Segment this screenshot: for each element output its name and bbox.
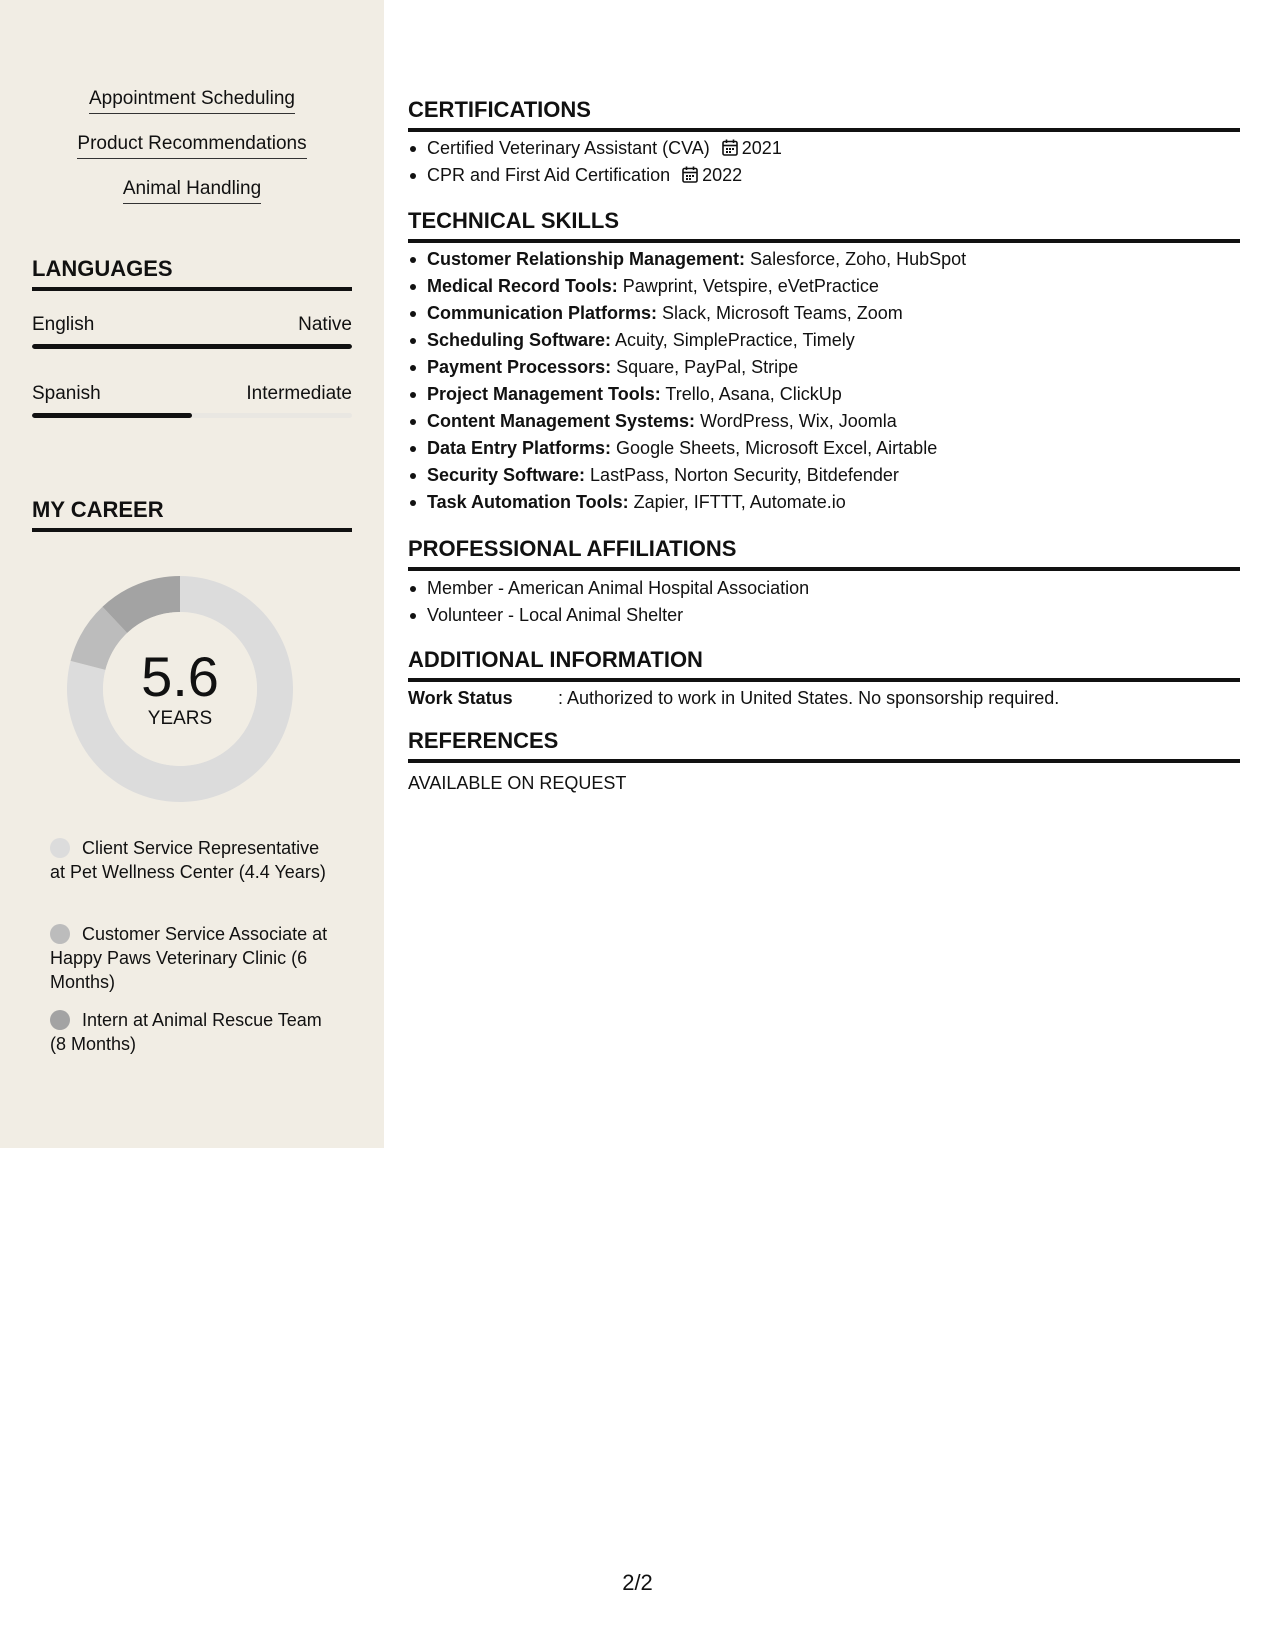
language-proficiency-bar [32,413,352,418]
career-total-value: 5.6 [141,645,219,708]
legend-dot [50,924,70,944]
certification-item: CPR and First Aid Certification 2022 [408,162,1240,189]
work-status-row [408,686,1240,710]
technical-skills-heading: TECHNICAL SKILLS [408,208,1240,243]
language-proficiency-bar [32,344,352,349]
calendar-icon [722,139,738,156]
language-row [32,383,352,405]
certifications-list [408,135,1240,189]
references-text: AVAILABLE ON REQUEST [408,773,627,793]
career-legend-item: Customer Service Associate at Happy Paws Veterinary Clinic (6 Months) [50,924,328,992]
skill-item: Project Management Tools: Trello, Asana, ClickUp [408,381,1240,408]
affiliation-item: Volunteer - Local Animal Shelter [408,602,1240,629]
career-legend-item: Client Service Representative at Pet Wellness Center (4.4 Years) [50,838,326,882]
work-status-label: Work Status [408,688,513,708]
language-level: Native [298,314,352,335]
skill-item: Security Software: LastPass, Norton Security, Bitdefender [408,462,1240,489]
skill-tag: Appointment Scheduling [0,88,384,114]
skill-tag: Product Recommendations [0,133,384,159]
certifications-heading: CERTIFICATIONS [408,97,1240,132]
skill-item: Customer Relationship Management: Salesforce, Zoho, HubSpot [408,246,1240,273]
sidebar [0,0,384,1148]
skill-item: Task Automation Tools: Zapier, IFTTT, Automate.io [408,489,1240,516]
skill-item: Scheduling Software: Acuity, SimplePractice, Timely [408,327,1240,354]
language-proficiency-fill [32,344,352,349]
language-proficiency-fill [32,413,192,418]
career-heading: MY CAREER [32,497,352,532]
language-name: English [32,314,95,335]
work-status-value: : Authorized to work in United States. No sponsorship required. [558,688,1060,708]
skill-item: Content Management Systems: WordPress, Wix, Joomla [408,408,1240,435]
skill-item: Communication Platforms: Slack, Microsoft Teams, Zoom [408,300,1240,327]
languages-heading: LANGUAGES [32,256,352,291]
additional-info-heading: ADDITIONAL INFORMATION [408,647,1240,682]
affiliations-heading: PROFESSIONAL AFFILIATIONS [408,536,1240,571]
certification-item: Certified Veterinary Assistant (CVA) 2021 [408,135,1240,162]
technical-skills-list [408,246,1240,516]
skill-item: Payment Processors: Square, PayPal, Stripe [408,354,1240,381]
legend-dot [50,1010,70,1030]
skill-tag: Animal Handling [0,178,384,204]
calendar-icon [682,166,698,183]
page-number: 2/2 [622,1570,653,1595]
language-level: Intermediate [246,383,352,404]
skill-item: Medical Record Tools: Pawprint, Vetspire, eVetPractice [408,273,1240,300]
skill-item: Data Entry Platforms: Google Sheets, Microsoft Excel, Airtable [408,435,1240,462]
affiliation-item: Member - American Animal Hospital Association [408,575,1240,602]
career-total-unit: YEARS [147,708,213,729]
career-legend-item: Intern at Animal Rescue Team (8 Months) [50,1010,322,1054]
references-heading: REFERENCES [408,728,1240,763]
language-name: Spanish [32,383,101,404]
legend-dot [50,838,70,858]
career-total [64,573,296,805]
affiliations-list [408,575,1240,629]
language-row [32,314,352,336]
